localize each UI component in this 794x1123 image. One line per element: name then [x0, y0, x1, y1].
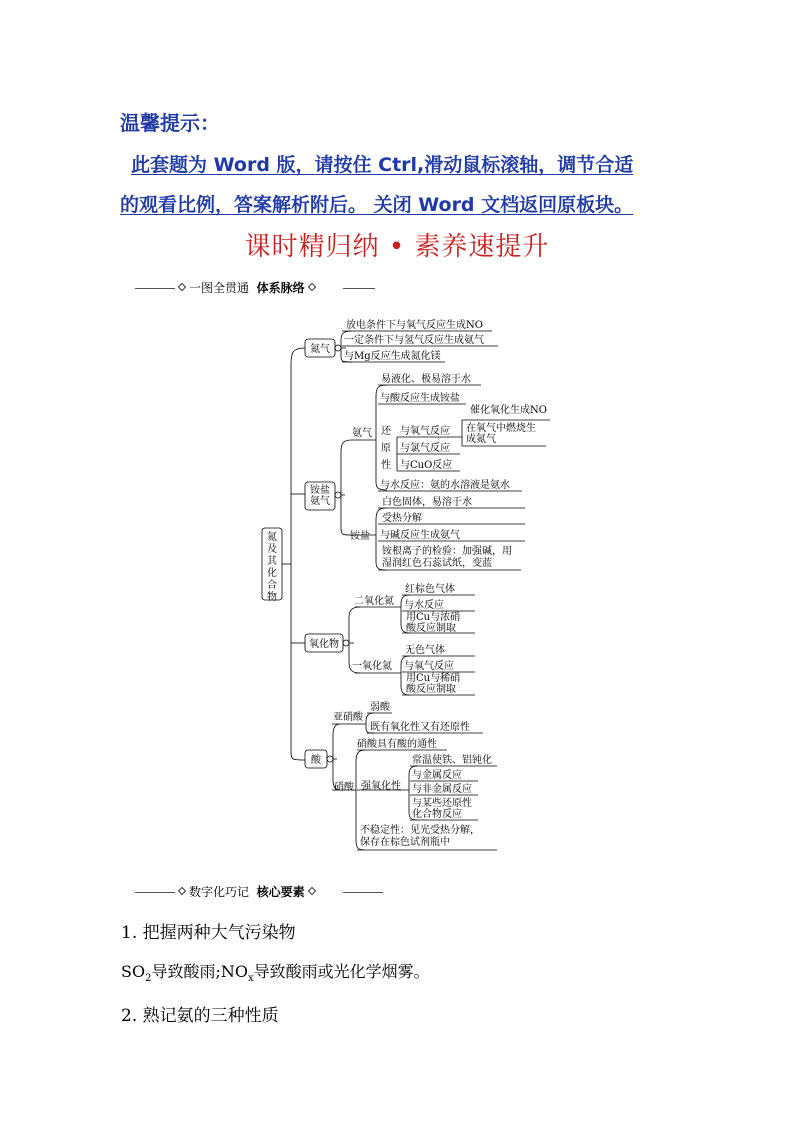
ammonia-item-3: 与水反应：氨的水溶液是氨水	[380, 480, 510, 491]
reducing-item-2: 与氯气反应	[400, 443, 450, 454]
n2-label: 氮气	[310, 344, 330, 355]
section-rule-right	[343, 892, 383, 893]
ammonium-item-2: 受热分解	[382, 513, 422, 524]
root-label	[267, 530, 278, 603]
ammonium-ammonia-label: 铵盐氨气	[310, 485, 330, 507]
section-title: 核心要素	[256, 885, 305, 899]
n2-item-3: 与Mg反应生成氮化镁	[344, 351, 441, 362]
section-prefix: 数字化巧记	[189, 885, 250, 899]
ammonia-item-2: 与酸反应生成铵盐	[380, 393, 460, 404]
hno3-unstable: 不稳定性：见光受热分解，保存在棕色试剂瓶中	[360, 825, 480, 848]
strong-ox-2: 与金属反应	[412, 770, 462, 781]
n2-item-2: 一定条件下与氢气反应生成氨气	[344, 335, 484, 346]
oxides-label: 氧化物	[309, 639, 339, 650]
no2-item-2: 与水反应	[404, 600, 444, 611]
no-item-1: 无色气体	[405, 645, 445, 656]
no2-item-3: 用Cu与浓硝酸反应制取	[406, 612, 461, 634]
no2-item-1: 红棕色气体	[405, 584, 455, 595]
strong-ox-4: 与某些还原性化合物反应	[412, 798, 472, 820]
o2-sub-2: 在氧气中燃烧生成氮气	[466, 423, 536, 445]
hint-title: 温馨提示：	[120, 111, 220, 135]
section-header-2	[135, 883, 375, 901]
main-title: 课时精归纳 • 素养速提升	[244, 232, 550, 262]
ammonium-label: 铵盐	[350, 531, 370, 542]
section-title: 体系脉络	[256, 281, 305, 295]
heading-2: 2. 熟记氨的三种性质	[121, 1006, 279, 1026]
reducing-item-3: 与CuO反应	[400, 460, 453, 471]
section-rule-left	[135, 892, 175, 893]
paragraph-1: $SO_2$导致酸雨$;NO_x$导致酸雨或光化学烟雾。	[121, 962, 430, 985]
ammonium-item-4: 铵根离子的检验：加强碱，用湿润红色石蕊试纸，变蓝	[382, 546, 512, 569]
mind-map-labels	[267, 318, 547, 848]
reducing-label: 还原性	[381, 426, 391, 471]
hno2-label: 亚硝酸	[333, 712, 363, 723]
diamond-icon	[178, 887, 186, 895]
no-label: 一氧化氮	[352, 661, 392, 672]
ammonium-item-1: 白色固体，易溶于水	[382, 497, 472, 508]
strong-ox-label: 强氧化性	[361, 781, 401, 792]
ammonia-label: 氨气	[352, 428, 372, 439]
no-item-3: 用Cu与稀硝酸反应制取	[406, 673, 461, 695]
no-item-2: 与氧气反应	[404, 661, 454, 672]
n2-item-1: 放电条件下与氧气反应生成NO	[346, 320, 483, 331]
strong-ox-1: 常温使铁、铝钝化	[412, 755, 492, 766]
hno3-general: 硝酸具有酸的通性	[357, 739, 437, 750]
section-prefix: 一图全贯通	[189, 281, 250, 295]
hint-line-1: 此套题为 Word 版，请按住 Ctrl,滑动鼠标滚轴，调节合适	[131, 154, 634, 176]
hno3-label: 硝酸	[334, 782, 354, 793]
root-text: 氮及其化合物	[267, 532, 277, 603]
hno2-item-1: 弱酸	[370, 702, 390, 713]
ammonium-item-3: 与碱反应生成氨气	[380, 530, 460, 541]
heading-1: 1. 把握两种大气污染物	[121, 923, 296, 943]
hno2-item-2: 既有氧化性又有还原性	[370, 722, 470, 733]
hint-line-2: 的观看比例，答案解析附后。 关闭 Word 文档返回原板块。	[120, 194, 634, 216]
strong-ox-3: 与非金属反应	[412, 784, 472, 795]
reducing-item-1: 与氧气反应	[400, 426, 450, 437]
diamond-icon	[307, 887, 315, 895]
ammonia-item-1: 易液化、极易溶于水	[381, 374, 471, 385]
acid-label: 酸	[311, 755, 321, 766]
no2-label: 二氧化氮	[354, 596, 394, 607]
o2-sub-1: 催化氧化生成NO	[470, 405, 547, 416]
